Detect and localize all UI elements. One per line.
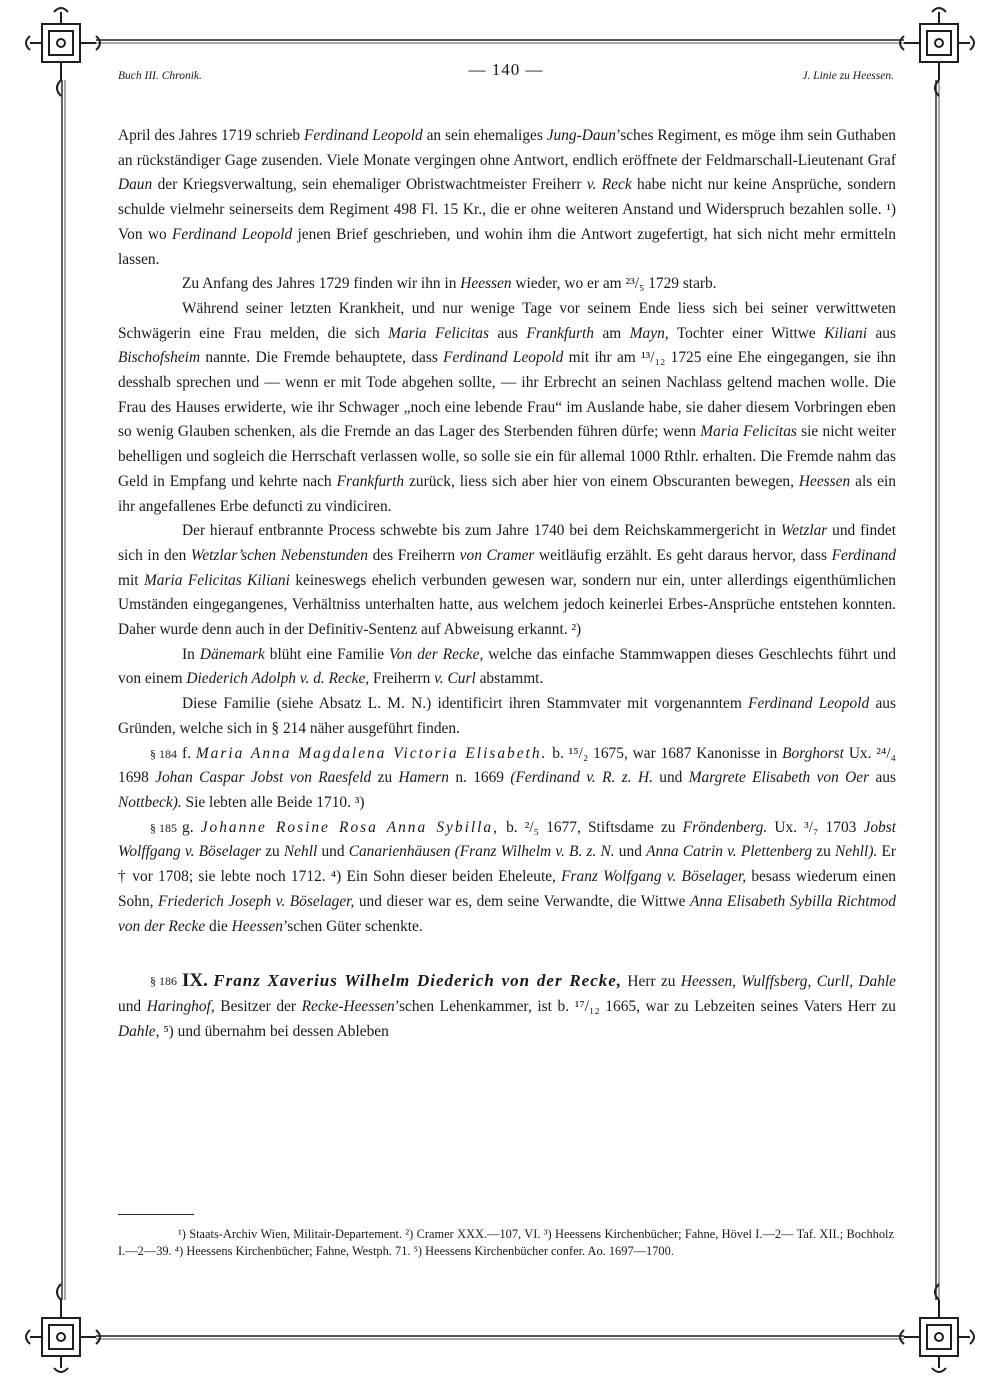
- corner-ornament-bottom-left: [26, 1284, 100, 1372]
- running-header: [118, 60, 894, 88]
- entry-186: § 186 IX. Franz Xaverius Wilhelm Diederich von der Recke, Herr zu Heessen, Wulffsberg, Curll, Dahle und Haringhof, Besitzer der Recke-Heessen’schen Lehenkammer, ist b. ¹⁷/₁₂ 1665, war zu Lebzeiten seines Vaters Herr zu Dahle, ⁵) und übernahm bei dessen Ableben: [118, 969, 896, 1044]
- section-mark-186: § 186: [150, 974, 177, 989]
- footnote-rule: [118, 1214, 194, 1215]
- paragraph-5: In Dänemark blüht eine Familie Von der Recke, welche das einfache Stammwappen dieses Geschlechts führt und von einem Diederich Adolph v. d. Recke, Freiherrn v. Curl abstammt.: [118, 645, 896, 688]
- person-heading: Franz Xaverius Wilhelm Diederich von der Recke,: [213, 971, 623, 991]
- paragraph-2: Zu Anfang des Jahres 1729 finden wir ihn in Heessen wieder, wo er am ²³/₅ 1729 starb.: [182, 275, 717, 293]
- header-book-chronicle: Buch III. Chronik.: [118, 70, 202, 82]
- corner-ornament-top-right: [900, 8, 974, 96]
- footnotes: ¹) Staats-Archiv Wien, Militair-Departement. ²) Cramer XXX.—107, VI. ³) Heessens Kirchenbücher; Fahne, Hövel I.—2— Taf. XII.; Bochholz I.—2—39. ⁴) Heessens Kirchenbücher; Fahne, Westph. 71. ⁵) Heessens Kirchenbücher confer. Ao. 1697—1700.: [118, 1227, 894, 1258]
- entry-185: § 185 g. Johanne Rosine Rosa Anna Sybilla, b. ²/₅ 1677, Stiftsdame zu Fröndenberg. Ux. ³/₇ 1703 Jobst Wolffgang v. Böselager zu Nehll und Canarienhäusen (Franz Wilhelm v. B. z. N. und Anna Catrin v. Plettenberg zu Nehll). Er † vor 1708; sie lebte noch 1712. ⁴) Ein Sohn dieser beiden Eheleute, Franz Wolfgang v. Böselager, besass wiederum einen Sohn, Friederich Joseph v. Böselager, und dieser war es, dem seine Verwandte, die Wittwe Anna Elisabeth Sybilla Richtmod von der Recke die Heessen’schen Güter schenkte.: [118, 816, 896, 940]
- paragraph-1: April des Jahres 1719 schrieb Ferdinand Leopold an sein ehemaliges Jung-Daun’sches Regiment, es möge ihm sein Guthaben an rückständiger Gage zusenden. Viele Monate vergingen ohne Antwort, endlich eröffnete der Feldmarschall-Lieutenant Graf Daun der Kriegsverwaltung, sein ehemaliger Obristwachtmeister Freiherr v. Reck habe nicht nur keine Ansprüche, sondern schulde vielmehr seinerseits dem Regiment 498 Fl. 15 Kr., die er ohne weiteren Anstand und Widerspruch bezahlen solle. ¹) Von wo Ferdinand Leopold jenen Brief geschrieben, und wohin ihm die Antwort zugefertigt, hat sich nicht mehr ermitteln lassen.: [118, 127, 897, 268]
- generation-number: IX.: [182, 970, 208, 992]
- paragraph-6: Diese Familie (siehe Absatz L. M. N.) identificirt ihren Stammvater mit vorgenanntem Ferdinand Leopold aus Gründen, welche sich in § 214 näher ausgeführt finden.: [118, 695, 896, 737]
- section-mark-185: § 185: [150, 820, 177, 835]
- header-line-title: J. Linie zu Heessen.: [802, 70, 894, 82]
- page-number: — 140 —: [468, 60, 544, 79]
- corner-ornament-top-left: [26, 8, 100, 96]
- entry-184: § 184 f. Maria Anna Magdalena Victoria Elisabeth. b. ¹⁵/₂ 1675, war 1687 Kanonisse in Borghorst Ux. ²⁴/₄ 1698 Johan Caspar Jobst von Raesfeld zu Hamern n. 1669 (Ferdinand v. R. z. H. und Margrete Elisabeth von Oer aus Nottbeck). Sie lebten alle Beide 1710. ³): [118, 742, 896, 816]
- paragraph-4: Der hierauf entbrannte Process schwebte bis zum Jahre 1740 bei dem Reichskammergericht in Wetzlar und findet sich in den Wetzlar’schen Nebenstunden des Freiherrn von Cramer weitläufig erzählt. Es geht daraus hervor, dass Ferdinand mit Maria Felicitas Kiliani keineswegs ehelich verbunden gewesen war, sondern nur ein, unter allerdings eigenthümlichen Umständen eingegangenes, Verhältniss unterhalten hatte, aus welchem jedoch keinerlei Erbes-Ansprüche entstehen konnten. Daher wurde denn auch in der Definitiv-Sentenz auf Abweisung erkannt. ²): [118, 522, 897, 639]
- paragraph-3: Während seiner letzten Krankheit, und nur wenige Tage vor seinem Ende liess sich bei seiner verwittweten Schwägerin eine Frau melden, die sich Maria Felicitas aus Frankfurth am Mayn, Tochter einer Wittwe Kiliani aus Bischofsheim nannte. Die Fremde behauptete, dass Ferdinand Leopold mit ihr am ¹³/₁₂ 1725 eine Ehe eingegangen, sie ihn desshalb sprechen und — wenn er mit Tode abgehen sollte, — ihr Erbrecht an seinen Nachlass geltend machen wolle. Die Frau des Hauses erwiderte, wie ihr Schwager „noch eine lebende Frau“ im Auslande habe, sie daher diesem Vorbringen eben so wenig Glauben schenken, als die Fremde an das Lager des Sterbenden führen dürfe; wenn Maria Felicitas sie nicht weiter behelligen und sogleich die Herrschaft verlassen wolle, so solle sie ein für allemal 1000 Rthlr. erhalten. Die Fremde nahm das Geld in Empfang und kehrte nach Frankfurth zurück, liess sich aber hier von einem Obscuranten bewegen, Heessen als ein ihr angefallenes Erbe defuncti zu vindiciren.: [118, 299, 896, 515]
- body-text: [118, 124, 896, 1044]
- section-mark-184: § 184: [150, 746, 177, 761]
- corner-ornament-bottom-right: [900, 1284, 974, 1372]
